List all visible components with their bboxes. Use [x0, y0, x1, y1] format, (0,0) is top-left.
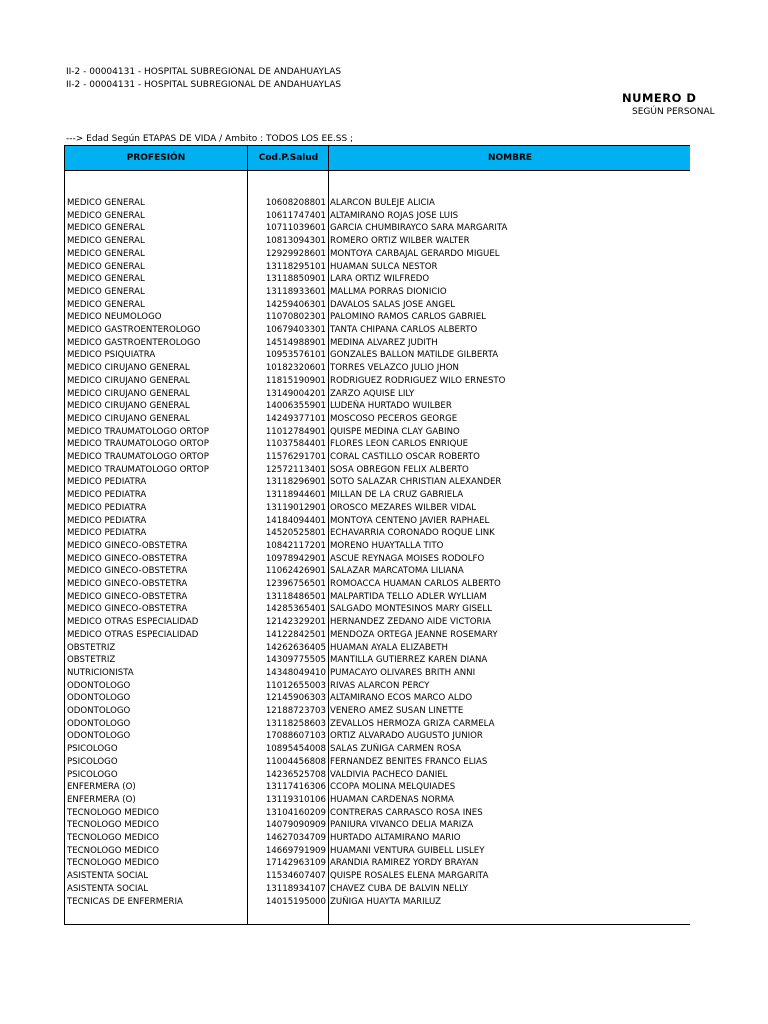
nombre-cell: TANTA CHIPANA CARLOS ALBERTO	[330, 325, 478, 335]
cod-salud-cell: 10711039601	[265, 223, 326, 234]
profesion-cell: ODONTOLOGO	[67, 731, 131, 742]
profesion-cell: MEDICO GASTROENTEROLOGO	[67, 325, 201, 335]
nombre-cell: CCOPA MOLINA MELQUIADES	[330, 782, 456, 793]
column-header-profesion: PROFESIÓN	[126, 153, 186, 163]
table-row	[0, 553, 768, 566]
nombre-cell: FERNANDEZ BENITES FRANCO ELIAS	[330, 756, 488, 767]
cod-salud-cell: 10953576101	[265, 350, 326, 361]
cod-salud-cell: 10611747401	[265, 210, 326, 221]
nombre-cell: SALGADO MONTESINOS MARY GISELL	[330, 604, 492, 615]
table-row	[0, 705, 768, 718]
nombre-cell: VENERO AMEZ SUSAN LINETTE	[330, 706, 464, 716]
report-subtitle: SEGÚN PERSONAL	[632, 107, 715, 117]
nombre-cell: SOTO SALAZAR CHRISTIAN ALEXANDER	[330, 477, 502, 488]
profesion-cell: ENFERMERA (O)	[67, 782, 136, 793]
table-row	[0, 769, 768, 782]
nombre-cell: ZUÑIGA HUAYTA MARILUZ	[330, 896, 441, 907]
profesion-cell: ODONTOLOGO	[67, 693, 131, 704]
table-row	[0, 540, 768, 553]
cod-salud-cell: 11004456808	[265, 756, 326, 767]
cod-salud-cell: 14122842501	[265, 629, 326, 640]
table-row	[0, 743, 768, 756]
table-row	[0, 629, 768, 642]
profesion-cell: MEDICO GINECO-OBSTETRA	[67, 566, 188, 577]
report-title: NUMERO D	[622, 91, 697, 105]
cod-salud-cell: 14015195000	[265, 896, 326, 907]
nombre-cell: ECHAVARRIA CORONADO ROQUE LINK	[330, 528, 495, 539]
profesion-cell: MEDICO TRAUMATOLOGO ORTOP	[67, 464, 209, 475]
table-row	[0, 197, 768, 210]
cod-salud-cell: 17088607103	[265, 731, 326, 742]
profesion-cell: MEDICO GINECO-OBSTETRA	[67, 591, 188, 602]
table-row	[0, 883, 768, 896]
cod-salud-cell: 11070802301	[265, 312, 326, 323]
profesion-cell: MEDICO TRAUMATOLOGO ORTOP	[67, 426, 209, 437]
nombre-cell: ORTIZ ALVARADO AUGUSTO JUNIOR	[330, 731, 483, 742]
nombre-cell: RODRIGUEZ RODRIGUEZ WILO ERNESTO	[330, 375, 506, 386]
cod-salud-cell: 12396756501	[265, 579, 326, 589]
profesion-cell: MEDICO GINECO-OBSTETRA	[67, 553, 188, 564]
cod-salud-cell: 14669791909	[265, 845, 326, 856]
table-row	[0, 400, 768, 413]
table-row	[0, 502, 768, 515]
cod-salud-cell: 10895454008	[265, 744, 326, 755]
table-row	[0, 680, 768, 693]
nombre-cell: HUAMANI VENTURA GUIBELL LISLEY	[330, 845, 485, 856]
nombre-cell: MILLAN DE LA CRUZ GABRIELA	[330, 490, 464, 501]
header-line-1: II-2 - 00004131 - HOSPITAL SUBREGIONAL DE ANDAHUAYLAS	[66, 67, 342, 77]
profesion-cell: MEDICO CIRUJANO GENERAL	[67, 363, 190, 374]
table-row	[0, 286, 768, 299]
cod-salud-cell: 11534607407	[265, 871, 326, 882]
cod-salud-cell: 14236525708	[265, 769, 326, 780]
cod-salud-cell: 10679403301	[265, 325, 326, 335]
profesion-cell: MEDICO GINECO-OBSTETRA	[67, 579, 188, 589]
table-row	[0, 375, 768, 388]
profesion-cell: MEDICO PEDIATRA	[67, 515, 147, 526]
profesion-cell: ASISTENTA SOCIAL	[67, 871, 149, 882]
nombre-cell: QUISPE ROSALES ELENA MARGARITA	[330, 871, 489, 882]
nombre-cell: HERNANDEZ ZEDANO AIDE VICTORIA	[330, 617, 491, 628]
nombre-cell: PALOMINO RAMOS CARLOS GABRIEL	[330, 312, 486, 323]
cod-salud-cell: 13118850901	[265, 274, 326, 285]
profesion-cell: MEDICO PEDIATRA	[67, 502, 147, 513]
nombre-cell: HUAMAN CARDENAS NORMA	[330, 794, 454, 805]
table-row	[0, 819, 768, 832]
profesion-cell: TECNOLOGO MEDICO	[67, 820, 160, 831]
table-row	[0, 616, 768, 629]
profesion-cell: MEDICO OTRAS ESPECIALIDAD	[67, 629, 199, 640]
cod-salud-cell: 12142329201	[265, 617, 326, 628]
cod-salud-cell: 12572113401	[265, 464, 326, 475]
table-row	[0, 388, 768, 401]
nombre-cell: QUISPE MEDINA CLAY GABINO	[330, 426, 460, 437]
profesion-cell: MEDICO GASTROENTEROLOGO	[67, 337, 201, 348]
nombre-cell: TORRES VELAZCO JULIO JHON	[330, 363, 459, 374]
table-row	[0, 578, 768, 591]
profesion-cell: MEDICO PEDIATRA	[67, 528, 147, 539]
cod-salud-cell: 11576291701	[265, 452, 326, 462]
nombre-cell: GONZALES BALLON MATILDE GILBERTA	[330, 350, 499, 361]
profesion-cell: MEDICO GENERAL	[67, 274, 145, 285]
table-row	[0, 896, 768, 909]
profesion-cell: MEDICO TRAUMATOLOGO ORTOP	[67, 452, 209, 462]
cod-salud-cell: 13149004201	[265, 388, 326, 399]
nombre-cell: ALTAMIRANO ECOS MARCO ALDO	[330, 693, 473, 704]
table-row	[0, 870, 768, 883]
table-row	[0, 311, 768, 324]
cod-salud-cell: 11062426901	[265, 566, 326, 577]
table-row	[0, 299, 768, 312]
cod-salud-cell: 14184094401	[265, 515, 326, 526]
profesion-cell: MEDICO OTRAS ESPECIALIDAD	[67, 617, 199, 628]
column-header-nombre: NOMBRE	[487, 153, 533, 163]
cod-salud-cell: 13118486501	[265, 591, 326, 602]
profesion-cell: TECNOLOGO MEDICO	[67, 833, 160, 843]
nombre-cell: ZARZO AQUISE LILY	[330, 388, 415, 399]
table-row	[0, 603, 768, 616]
cod-salud-cell: 11037584401	[265, 439, 326, 450]
cod-salud-cell: 13118258603	[265, 718, 326, 729]
table-row	[0, 235, 768, 248]
nombre-cell: CORAL CASTILLO OSCAR ROBERTO	[330, 452, 480, 462]
profesion-cell: MEDICO GENERAL	[67, 248, 145, 259]
profesion-cell: PSICOLOGO	[67, 769, 118, 780]
table-row	[0, 489, 768, 502]
nombre-cell: MALLMA PORRAS DIONICIO	[330, 286, 447, 297]
table-row	[0, 832, 768, 845]
profesion-cell: MEDICO PEDIATRA	[67, 477, 147, 488]
cod-salud-cell: 10978942901	[265, 553, 326, 564]
cod-salud-cell: 14285365401	[265, 604, 326, 615]
profesion-cell: MEDICO CIRUJANO GENERAL	[67, 413, 190, 424]
profesion-cell: ODONTOLOGO	[67, 718, 131, 729]
nombre-cell: HURTADO ALTAMIRANO MARIO	[330, 833, 461, 843]
table-row	[0, 527, 768, 540]
table-row	[0, 667, 768, 680]
profesion-cell: ODONTOLOGO	[67, 680, 131, 691]
profesion-cell: TECNICAS DE ENFERMERIA	[67, 896, 183, 907]
table-row	[0, 248, 768, 261]
table-row	[0, 464, 768, 477]
table-row	[0, 324, 768, 337]
nombre-cell: ARANDIA RAMIREZ YORDY BRAYAN	[330, 858, 479, 869]
cod-salud-cell: 14079090909	[265, 820, 326, 831]
profesion-cell: MEDICO CIRUJANO GENERAL	[67, 388, 190, 399]
nombre-cell: ASCUE REYNAGA MOISES RODOLFO	[330, 553, 485, 564]
table-row	[0, 337, 768, 350]
profesion-cell: TECNOLOGO MEDICO	[67, 845, 160, 856]
table-row	[0, 349, 768, 362]
cod-salud-cell: 12145906303	[265, 693, 326, 704]
profesion-cell: TECNOLOGO MEDICO	[67, 807, 160, 818]
profesion-cell: NUTRICIONISTA	[67, 667, 134, 678]
filter-line: ---> Edad Según ETAPAS DE VIDA / Ambito : TODOS LOS EE.SS ;	[66, 134, 354, 144]
profesion-cell: OBSTETRIZ	[67, 642, 116, 653]
profesion-cell: MEDICO NEUMOLOGO	[67, 312, 162, 323]
nombre-cell: LARA ORTIZ WILFREDO	[330, 274, 430, 285]
nombre-cell: MALPARTIDA TELLO ADLER WYLLIAM	[330, 591, 487, 602]
profesion-cell: MEDICO GINECO-OBSTETRA	[67, 604, 188, 615]
nombre-cell: ALARCON BULEJE ALICIA	[330, 198, 435, 208]
table-row	[0, 273, 768, 286]
nombre-cell: DAVALOS SALAS JOSE ANGEL	[330, 299, 456, 310]
header-line-2: II-2 - 00004131 - HOSPITAL SUBREGIONAL DE ANDAHUAYLAS	[66, 80, 342, 90]
cod-salud-cell: 11012655003	[265, 680, 326, 691]
profesion-cell: PSICOLOGO	[67, 756, 118, 767]
profesion-cell: PSICOLOGO	[67, 744, 118, 755]
cod-salud-cell: 14309775505	[265, 655, 326, 666]
nombre-cell: ZEVALLOS HERMOZA GRIZA CARMELA	[330, 718, 495, 729]
profesion-cell: MEDICO GINECO-OBSTETRA	[67, 540, 188, 551]
cod-salud-cell: 11012784901	[265, 426, 326, 437]
cod-salud-cell: 13119310106	[265, 794, 326, 805]
profesion-cell: MEDICO CIRUJANO GENERAL	[67, 401, 190, 412]
profesion-cell: MEDICO GENERAL	[67, 261, 145, 272]
table-row	[0, 692, 768, 705]
cod-salud-cell: 14348049410	[265, 667, 326, 678]
cod-salud-cell: 13118944601	[265, 490, 326, 501]
table-row	[0, 794, 768, 807]
table-row	[0, 413, 768, 426]
cod-salud-cell: 14514988901	[265, 337, 326, 348]
table-row	[0, 515, 768, 528]
table-row	[0, 222, 768, 235]
profesion-cell: ENFERMERA (O)	[67, 794, 136, 805]
nombre-cell: MONTOYA CARBAJAL GERARDO MIGUEL	[330, 248, 500, 259]
cod-salud-cell: 13118933601	[265, 286, 326, 297]
nombre-cell: VALDIVIA PACHECO DANIEL	[330, 769, 448, 780]
nombre-cell: ROMERO ORTIZ WILBER WALTER	[330, 236, 470, 247]
table-row	[0, 362, 768, 375]
cod-salud-cell: 11815190901	[265, 375, 326, 386]
profesion-cell: MEDICO GENERAL	[67, 210, 145, 221]
table-row	[0, 642, 768, 655]
table-row	[0, 565, 768, 578]
profesion-cell: MEDICO CIRUJANO GENERAL	[67, 375, 190, 386]
profesion-cell: MEDICO TRAUMATOLOGO ORTOP	[67, 439, 209, 450]
cod-salud-cell: 10608208801	[265, 198, 326, 208]
cod-salud-cell: 13118934107	[265, 883, 326, 894]
profesion-cell: MEDICO GENERAL	[67, 198, 145, 208]
table-header-row	[65, 146, 690, 171]
nombre-cell: SOSA OBREGON FELIX ALBERTO	[330, 464, 469, 475]
cod-salud-cell: 13118296901	[265, 477, 326, 488]
profesion-cell: TECNOLOGO MEDICO	[67, 858, 160, 869]
table-row	[0, 451, 768, 464]
nombre-cell: PANIURA VIVANCO DELIA MARIZA	[330, 820, 474, 831]
profesion-cell: MEDICO GENERAL	[67, 299, 145, 310]
cod-salud-cell: 13119012901	[265, 502, 326, 513]
profesion-cell: MEDICO PEDIATRA	[67, 490, 147, 501]
nombre-cell: OROSCO MEZARES WILBER VIDAL	[330, 502, 477, 513]
table-row	[0, 857, 768, 870]
cod-salud-cell: 13104160209	[265, 807, 326, 818]
table-row	[0, 438, 768, 451]
profesion-cell: MEDICO PSIQUIATRA	[67, 350, 156, 361]
nombre-cell: GARCIA CHUMBIRAYCO SARA MARGARITA	[330, 223, 508, 234]
cod-salud-cell: 14262636405	[265, 642, 326, 653]
nombre-cell: MONTOYA CENTENO JAVIER RAPHAEL	[330, 515, 490, 526]
nombre-cell: MANTILLA GUTIERREZ KAREN DIANA	[330, 655, 488, 666]
cod-salud-cell: 12188723703	[265, 706, 326, 716]
cod-salud-cell: 10813094301	[265, 236, 326, 247]
cod-salud-cell: 12929928601	[265, 248, 326, 259]
nombre-cell: CHAVEZ CUBA DE BALVIN NELLY	[330, 883, 469, 894]
nombre-cell: ALTAMIRANO ROJAS JOSE LUIS	[330, 210, 459, 221]
cod-salud-cell: 10842117201	[265, 540, 326, 551]
profesion-cell: OBSTETRIZ	[67, 655, 116, 666]
table-row	[0, 261, 768, 274]
nombre-cell: SALAS ZUÑIGA CARMEN ROSA	[330, 744, 462, 755]
cod-salud-cell: 10182320601	[265, 363, 326, 374]
profesion-cell: MEDICO GENERAL	[67, 236, 145, 247]
profesion-cell: ODONTOLOGO	[67, 706, 131, 716]
profesion-cell: MEDICO GENERAL	[67, 286, 145, 297]
cod-salud-cell: 14249377101	[265, 413, 326, 424]
table-row	[0, 845, 768, 858]
cod-salud-cell: 14627034709	[265, 833, 326, 843]
table-row	[0, 476, 768, 489]
nombre-cell: MORENO HUAYTALLA TITO	[330, 540, 444, 551]
table-row	[0, 807, 768, 820]
cod-salud-cell: 17142963109	[265, 858, 326, 869]
cod-salud-cell: 14520525801	[265, 528, 326, 539]
table-row	[0, 654, 768, 667]
nombre-cell: HUAMAN SULCA NESTOR	[330, 261, 438, 272]
nombre-cell: LUDEÑA HURTADO WUILBER	[330, 401, 452, 412]
cod-salud-cell: 13118295101	[265, 261, 326, 272]
cod-salud-cell: 14006355901	[265, 401, 326, 412]
profesion-cell: ASISTENTA SOCIAL	[67, 883, 149, 894]
nombre-cell: PUMACAYO OLIVARES BRITH ANNI	[330, 667, 476, 678]
table-row	[0, 781, 768, 794]
nombre-cell: RIVAS ALARCON PERCY	[330, 680, 430, 691]
table-row	[0, 426, 768, 439]
column-header-cod-salud: Cod.P.Salud	[258, 153, 319, 163]
table-row	[0, 730, 768, 743]
cod-salud-cell: 13117416306	[265, 782, 326, 793]
cod-salud-cell: 14259406301	[265, 299, 326, 310]
nombre-cell: SALAZAR MARCATOMA LILIANA	[330, 566, 464, 577]
table-row	[0, 756, 768, 769]
profesion-cell: MEDICO GENERAL	[67, 223, 145, 234]
nombre-cell: HUAMAN AYALA ELIZABETH	[330, 642, 448, 653]
nombre-cell: FLORES LEON CARLOS ENRIQUE	[330, 439, 469, 450]
nombre-cell: CONTRERAS CARRASCO ROSA INES	[330, 807, 483, 818]
nombre-cell: ROMOACCA HUAMAN CARLOS ALBERTO	[330, 579, 501, 589]
nombre-cell: MENDOZA ORTEGA JEANNE ROSEMARY	[330, 629, 498, 640]
nombre-cell: MEDINA ALVAREZ JUDITH	[330, 337, 438, 348]
table-row	[0, 591, 768, 604]
nombre-cell: MOSCOSO PECEROS GEORGE	[330, 413, 458, 424]
table-row	[0, 210, 768, 223]
table-row	[0, 718, 768, 731]
